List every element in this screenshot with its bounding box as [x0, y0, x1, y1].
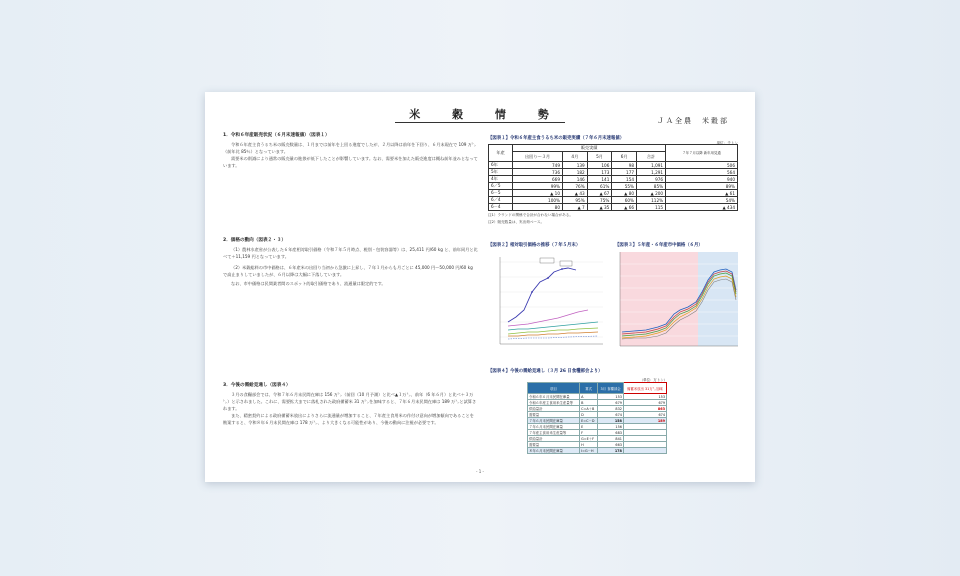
paragraph: ３月の食糧部会では、令和７年６月末民間在庫は 156 万㌧（前回（10 月予測）と比べ▲１万㌧、前年（6 年６月）と比べ＋３万㌧）と示されました。これに、需要拡大までに落札された政府備蓄米 31 万㌧を加味すると、７年６月末民間在庫は 189 万㌧と試算されます。 — [223, 392, 477, 411]
figure-caption: 【図表１】令和６年産主食うるち米の販売実績（７年６月末速報値） — [488, 136, 625, 141]
table-cell: G=E＋F — [580, 436, 598, 442]
table-cell: ▲ 43 — [563, 190, 588, 197]
table-row — [489, 197, 738, 204]
section-outlook — [223, 382, 478, 426]
table-cell: 供給量計 — [528, 406, 580, 412]
table-cell: ▲ 80 — [612, 190, 637, 197]
table-cell: I=G－H — [580, 448, 598, 454]
price-trend-chart — [488, 252, 606, 352]
table-cell: 99% — [513, 183, 563, 190]
header-cell: ７年７月以降 新年用見通 — [666, 145, 738, 162]
document-title: 米 穀 情 勢 — [205, 106, 755, 122]
table-cell: A — [580, 394, 598, 400]
table-cell: ▲ 10 — [513, 190, 563, 197]
header-cell: 出回り～３月 — [513, 152, 563, 162]
table-cell: E — [580, 424, 598, 430]
header-cell: 6月 — [612, 152, 637, 162]
table-cell: 100% — [513, 197, 563, 204]
table-cell: 154 — [612, 176, 637, 183]
header-cell: 5月 — [587, 152, 612, 162]
table-cell: 158 — [598, 418, 624, 424]
table-cell: 153 — [598, 394, 624, 400]
table-cell: ▲ 35 — [587, 204, 612, 211]
table-cell: ▲ 200 — [637, 190, 666, 197]
table-cell: 663 — [598, 442, 624, 448]
table-note: 注2）販売数量は、実出荷ベース。 — [488, 220, 545, 224]
paragraph: 需要米の削減により通常の販売量の進捗が低下したことが影響しています。なお、需要米を加えた販売進度は概ね前年並みとなっています。 — [223, 156, 478, 168]
header-cell: 算式 — [580, 383, 598, 394]
document-page — [205, 92, 755, 482]
unit-label: （単位：万トン） — [639, 378, 667, 382]
table-cell: 832 — [598, 406, 624, 412]
table-note: 注1）ラウンドの関係で合計が合わない場合がある。 — [488, 213, 573, 217]
table-cell: 95% — [563, 197, 588, 204]
page-number: - 1 - — [476, 469, 484, 474]
table-cell: B — [580, 400, 598, 406]
table-row — [489, 183, 738, 190]
figure-caption: 【図表３】５年産・６年産市中価格（６月） — [615, 243, 703, 248]
paragraph: なお、市中価格は民間業者間のスポット的取引価格であり、流通量は限定的です。 — [231, 281, 386, 286]
header-cell: 合計 — [637, 152, 666, 162]
sales-table — [488, 144, 738, 211]
table-cell: 146 — [563, 176, 588, 183]
section-heading: 2．価格の動向（図表２・３） — [223, 238, 286, 243]
figure4 — [527, 377, 667, 454]
table-cell: 61% — [587, 183, 612, 190]
row-label: 6年 — [489, 162, 513, 169]
table-cell: 令和６年産主食用米生産量等 — [528, 400, 580, 406]
header-cell: 年産 — [489, 145, 513, 162]
table-cell: 182 — [563, 169, 588, 176]
table-cell: ▲ 67 — [587, 190, 612, 197]
figure-caption: 【図表２】相対取引価格の推移（７年５月末） — [488, 243, 581, 248]
table-cell: 189 — [623, 418, 666, 424]
table-cell: 89% — [666, 183, 738, 190]
table-cell: 106 — [587, 162, 612, 169]
row-label: 6－4 — [489, 204, 513, 211]
table-cell: ７年産主食用米生産量等 — [528, 430, 580, 436]
table-cell: 564 — [666, 169, 738, 176]
table-cell: 需要量 — [528, 412, 580, 418]
section-sales — [223, 132, 478, 169]
table-cell: 156 — [598, 424, 624, 430]
table-cell: H — [580, 442, 598, 448]
row-label: 6／4 — [489, 197, 513, 204]
table-cell: 76% — [563, 183, 588, 190]
market-price-chart — [610, 252, 740, 362]
table-cell: 115 — [637, 204, 666, 211]
paragraph: また、精密契約による政府備蓄米放出によりさらに流通量が増加すること、７年産主食用米の作付け意向が増加傾向であることを勘案すると、令和８年６月末民間在庫は 178 万㌧、より大きくなる可能性があり、今後の動向に注視が必要です。 — [223, 413, 474, 425]
row-label: 4年 — [489, 176, 513, 183]
table-cell: 98 — [612, 162, 637, 169]
header-cell: 3月 食糧部会 — [598, 383, 624, 394]
table-cell: 679 — [623, 400, 666, 406]
table-cell: 75% — [587, 197, 612, 204]
row-label: 6－5 — [489, 190, 513, 197]
table-row — [528, 448, 667, 454]
table-cell: 1,091 — [637, 162, 666, 169]
figure-caption: 【図表４】今後の需給見通し（３月 26 日食糧部会より） — [488, 369, 603, 374]
table-cell: 80 — [513, 204, 563, 211]
table-cell: 669 — [513, 176, 563, 183]
paragraph: （2）米穀総料の市中価格は、６年産米の出回り当初から急激に上昇し、７年１月からも月ごとに 45,000 円～50,000 円/60 kg で高止まりしていましたが、６月以降は大幅に下落しています。 — [223, 265, 473, 277]
table-cell — [623, 448, 666, 454]
row-label: 6／5 — [489, 183, 513, 190]
section-heading: 1．令和６年産販売状況（６月末速報値）（図表１） — [223, 133, 330, 138]
table-cell: 506 — [666, 162, 738, 169]
table-cell: 863 — [623, 406, 666, 412]
paragraph: 令和６年産主食うるち米の販売数量は、１月までは前年を上回る進度でしたが、２月以降は前年を下回り、６月末現在で 109 万㌧（前年比 85％）となっています。 — [223, 142, 477, 154]
table-cell: 674 — [623, 412, 666, 418]
organization-name: ＪＡ全農 米穀部 — [657, 117, 729, 125]
header-cell: 項目 — [528, 383, 580, 394]
table-cell: ８年６月末民間在庫量 — [528, 448, 580, 454]
table-cell: 736 — [513, 169, 563, 176]
table-cell: 940 — [666, 176, 738, 183]
table-cell: 173 — [587, 169, 612, 176]
table-cell: 178 — [598, 448, 624, 454]
table-cell: ７年６月末民間在庫量 — [528, 418, 580, 424]
table-cell: 60% — [612, 197, 637, 204]
table-cell: 674 — [598, 412, 624, 418]
table-cell: 141 — [587, 176, 612, 183]
table-cell: E=C－D — [580, 418, 598, 424]
table-cell: ▲ 7 — [563, 204, 588, 211]
table-cell: 85% — [637, 183, 666, 190]
header-cell: 4月 — [563, 152, 588, 162]
table-cell: 需要量 — [528, 442, 580, 448]
table-cell: ▲ 61 — [666, 190, 738, 197]
table-cell: 153 — [623, 394, 666, 400]
table-cell: 139 — [563, 162, 588, 169]
table-cell: 54% — [666, 197, 738, 204]
table-cell: 683 — [598, 430, 624, 436]
table-row — [489, 176, 738, 183]
table-row — [489, 190, 738, 197]
section-heading: 3．今後の需給見通し（図表４） — [223, 383, 291, 388]
table-cell: ▲ 66 — [612, 204, 637, 211]
table-cell: 679 — [598, 400, 624, 406]
table-cell: 供給量計 — [528, 436, 580, 442]
table-cell: 749 — [513, 162, 563, 169]
figure1 — [488, 135, 738, 225]
table-row — [489, 162, 738, 169]
table-cell: 841 — [598, 436, 624, 442]
table-cell: 55% — [612, 183, 637, 190]
table-cell: C=A＋B — [580, 406, 598, 412]
table-cell: ７年６月末民間在庫量 — [528, 424, 580, 430]
table-cell: ▲ 434 — [666, 204, 738, 211]
table-row — [489, 204, 738, 211]
table-cell: D — [580, 412, 598, 418]
table-cell: 令和６年６月末民間在庫量 — [528, 394, 580, 400]
paragraph: （1）農林水産省が公表した６年産相対取引価格（令和７年５月時点、税別・包装容器等）は、25,411 円/60 kg と、前年同月と比べて＋11,159 円となっています。 — [223, 247, 478, 259]
section-price — [223, 237, 478, 287]
table-row — [489, 169, 738, 176]
supply-demand-table — [527, 382, 667, 454]
unit-label: 単位：千トン — [716, 141, 738, 145]
table-cell: 177 — [612, 169, 637, 176]
header-cell: 備蓄米放出 31万㌧加味 — [623, 383, 666, 394]
table-cell: 112% — [637, 197, 666, 204]
table-cell: F — [580, 430, 598, 436]
row-label: 5年 — [489, 169, 513, 176]
table-cell: 1,291 — [637, 169, 666, 176]
header-cell: 販売実績 — [513, 145, 666, 152]
table-cell: 976 — [637, 176, 666, 183]
